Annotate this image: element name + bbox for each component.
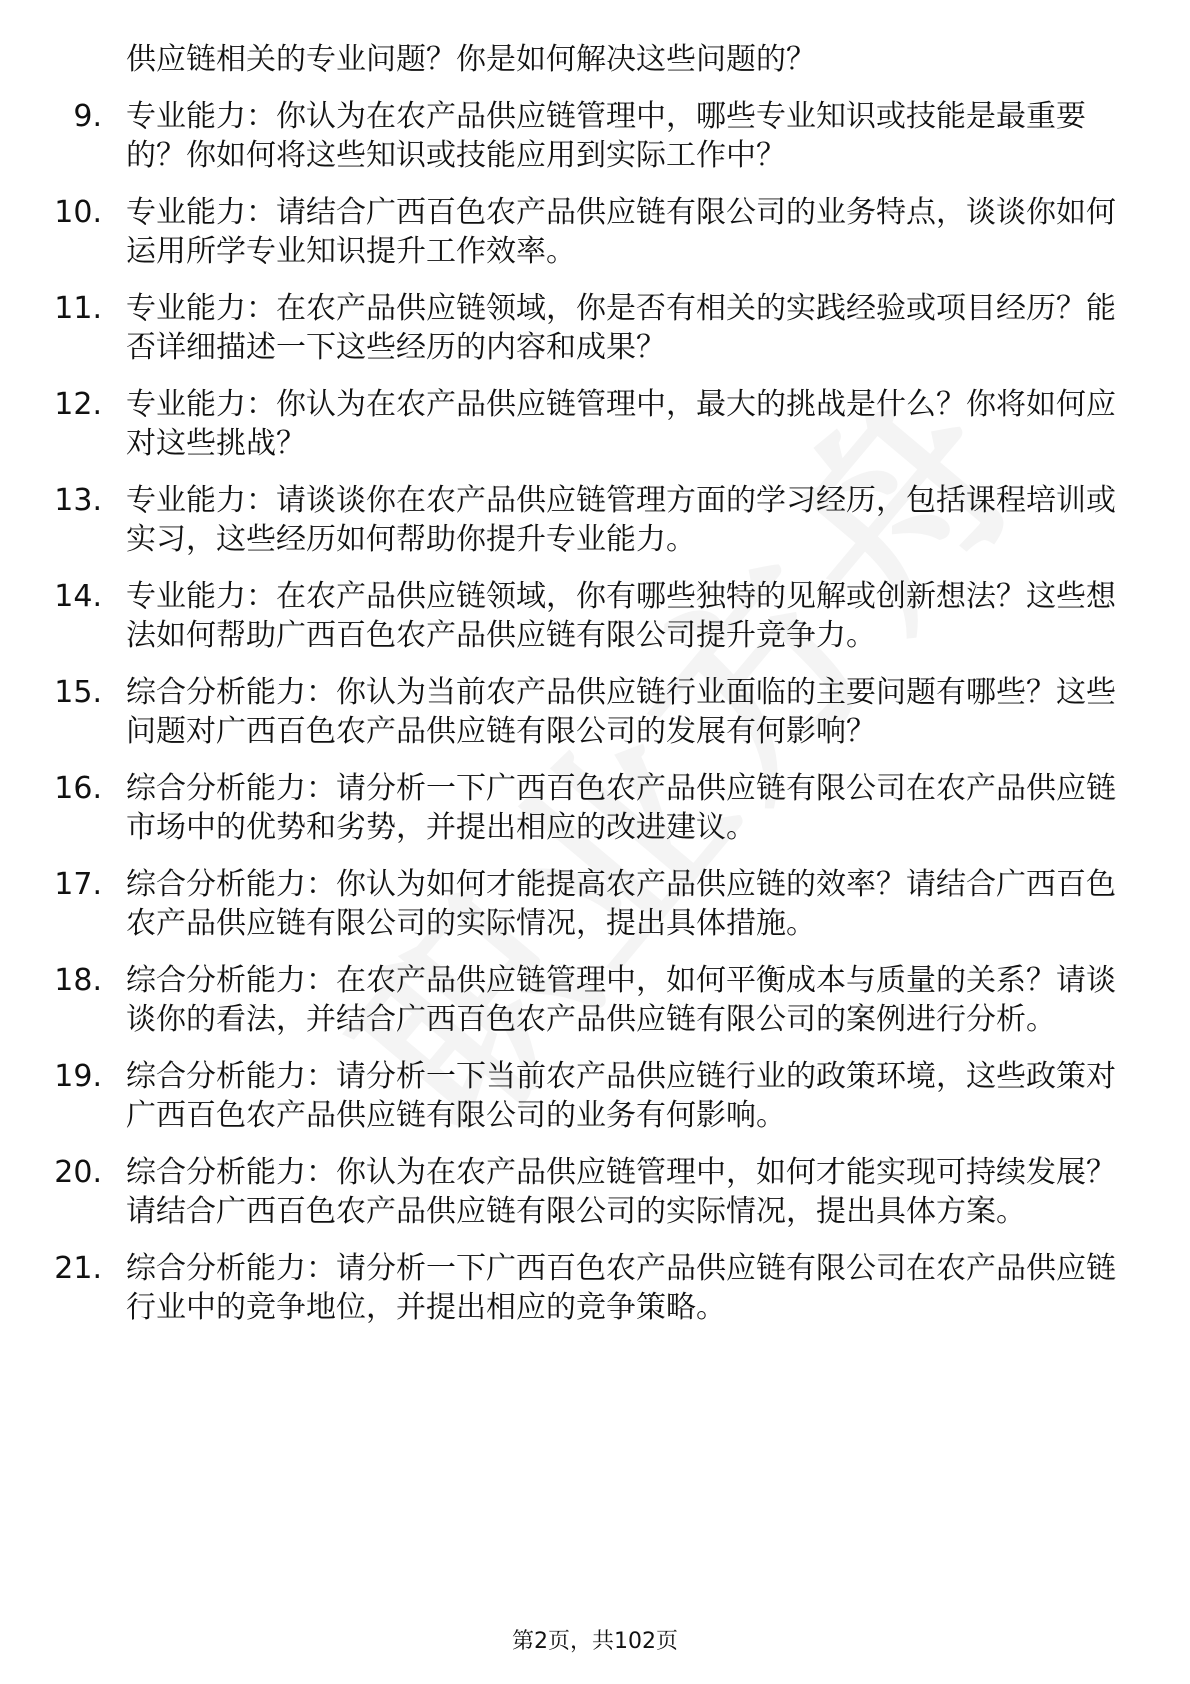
question-text: 专业能力：在农产品供应链领域，你是否有相关的实践经验或项目经历？能否详细描述一下这些经历的内容和成果？ <box>126 291 1116 365</box>
question-text: 专业能力：请谈谈你在农产品供应链管理方面的学习经历，包括课程培训或实习，这些经历如何帮助你提升专业能力。 <box>126 483 1116 557</box>
list-item <box>54 385 1116 463</box>
question-number: 13. <box>54 483 102 518</box>
list-item <box>54 1153 1116 1231</box>
question-text: 综合分析能力：请分析一下当前农产品供应链行业的政策环境，这些政策对广西百色农产品供应链有限公司的业务有何影响。 <box>126 1059 1116 1133</box>
list-item <box>54 1057 1116 1135</box>
question-number: 17. <box>54 867 102 902</box>
question-number: 14. <box>54 579 102 614</box>
question-text: 专业能力：请结合广西百色农产品供应链有限公司的业务特点，谈谈你如何运用所学专业知识提升工作效率。 <box>126 195 1116 269</box>
question-number: 16. <box>54 771 102 806</box>
continued-question-text: 供应链相关的专业问题？你是如何解决这些问题的？ <box>126 42 816 77</box>
question-number: 9. <box>73 99 102 134</box>
list-item <box>54 961 1116 1039</box>
question-text: 综合分析能力：你认为如何才能提高农产品供应链的效率？请结合广西百色农产品供应链有限公司的实际情况，提出具体措施。 <box>126 867 1116 941</box>
question-number: 12. <box>54 387 102 422</box>
document-body <box>0 40 1190 1345</box>
list-item <box>54 1249 1116 1327</box>
question-number: 15. <box>54 675 102 710</box>
question-text: 专业能力：你认为在农产品供应链管理中，哪些专业知识或技能是最重要的？你如何将这些知识或技能应用到实际工作中？ <box>126 99 1086 173</box>
question-number: 10. <box>54 195 102 230</box>
question-number: 20. <box>54 1155 102 1190</box>
question-text: 综合分析能力：请分析一下广西百色农产品供应链有限公司在农产品供应链市场中的优势和劣势，并提出相应的改进建议。 <box>126 771 1116 845</box>
list-item <box>54 673 1116 751</box>
question-text: 综合分析能力：在农产品供应链管理中，如何平衡成本与质量的关系？请谈谈你的看法，并结合广西百色农产品供应链有限公司的案例进行分析。 <box>126 963 1116 1037</box>
question-text: 专业能力：在农产品供应链领域，你有哪些独特的见解或创新想法？这些想法如何帮助广西百色农产品供应链有限公司提升竞争力。 <box>126 579 1116 653</box>
list-item <box>73 97 1116 175</box>
question-number: 18. <box>54 963 102 998</box>
list-item <box>54 193 1116 271</box>
question-list <box>0 97 1190 1327</box>
question-number: 19. <box>54 1059 102 1094</box>
question-text: 综合分析能力：你认为在农产品供应链管理中，如何才能实现可持续发展？请结合广西百色农产品供应链有限公司的实际情况，提出具体方案。 <box>126 1155 1116 1229</box>
question-text: 专业能力：你认为在农产品供应链管理中，最大的挑战是什么？你将如何应对这些挑战？ <box>126 387 1116 461</box>
list-item <box>54 577 1116 655</box>
list-item <box>54 769 1116 847</box>
question-number: 11. <box>54 291 102 326</box>
question-text: 综合分析能力：你认为当前农产品供应链行业面临的主要问题有哪些？这些问题对广西百色农产品供应链有限公司的发展有何影响？ <box>126 675 1116 749</box>
list-item <box>54 481 1116 559</box>
question-text: 综合分析能力：请分析一下广西百色农产品供应链有限公司在农产品供应链行业中的竞争地位，并提出相应的竞争策略。 <box>126 1251 1116 1325</box>
page-number-footer: 第2页，共102页 <box>512 1629 678 1654</box>
question-number: 21. <box>54 1251 102 1286</box>
list-item <box>54 289 1116 367</box>
list-item <box>54 865 1116 943</box>
